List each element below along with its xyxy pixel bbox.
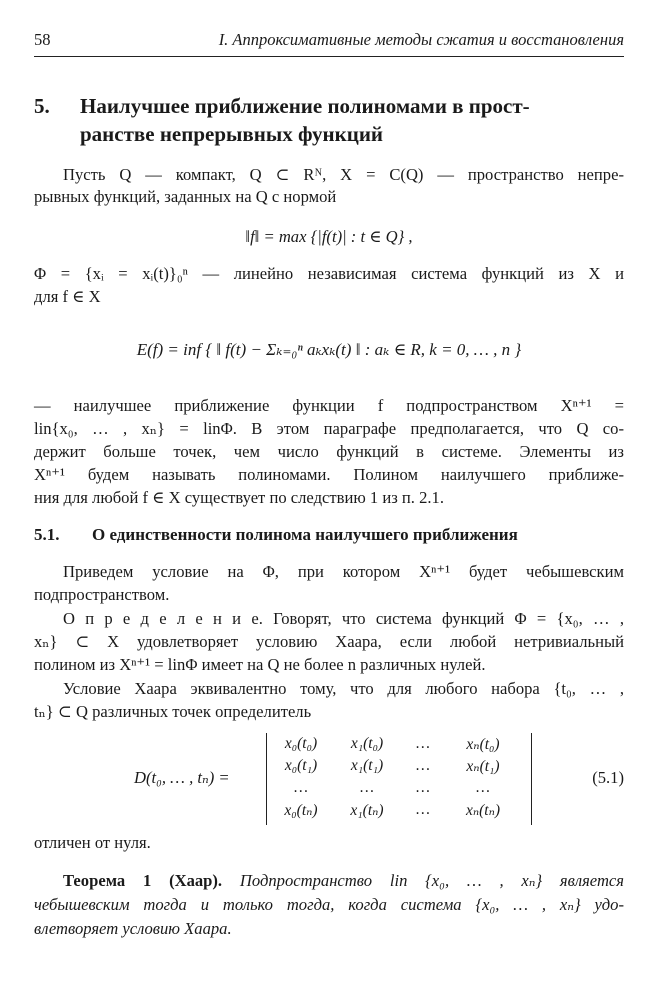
matrix-cell: x₀(t₀) <box>284 735 318 752</box>
section-title-line2: ранстве непрерывных функций <box>80 122 384 146</box>
matrix-cell: … <box>476 779 490 796</box>
subsection-title: О единственности полинома наилучшего приближения <box>92 525 518 544</box>
best-approx-formula: E(f) = inf { ‖ f(t) − Σₖ₌₀ⁿ aₖxₖ(t) ‖ : aₖ ∈ R, k = 0, … , n } <box>136 340 522 359</box>
header-rule <box>34 56 624 57</box>
body-line-6: Условие Хаара эквивалентно тому, что для любого набора {t₀, … , <box>63 679 624 698</box>
intro-line-3: Φ = {xᵢ = xᵢ(t)}₀ⁿ — линейно независимая система функций из X и <box>34 264 624 283</box>
body-line-2: подпространством. <box>34 585 170 604</box>
matrix-cell: … <box>360 779 374 796</box>
matrix-cell: xₙ(t₁) <box>466 758 500 775</box>
para-line-4: Xⁿ⁺¹ будем называть полиномами. Полином наилучшего приближе- <box>34 465 624 484</box>
intro-line-4: для f ∈ X <box>34 287 101 306</box>
running-title: I. Аппроксимативные методы сжатия и восстановления <box>218 30 624 49</box>
subsection-number: 5.1. <box>34 525 60 544</box>
matrix-cell: x₁(t₁) <box>350 757 384 774</box>
para-line-2: lin{x₀, … , xₙ} = linΦ. В этом параграфе предполагается, что Q со- <box>34 419 624 438</box>
intro-line-2: рывных функций, заданных на Q с нормой <box>34 187 337 206</box>
norm-formula: ‖f‖ = max {|f(t)| : t ∈ Q} , <box>245 227 413 246</box>
para-line-5: ния для любой f ∈ X существует по следствию 1 из п. 2.1. <box>34 488 444 507</box>
theorem-line-3: влетворяет условию Хаара. <box>34 919 232 938</box>
theorem-line-2: чебышевским тогда и только тогда, когда система {x₀, … , xₙ} удо- <box>34 895 624 914</box>
matrix-cell: … <box>416 779 430 796</box>
section-title <box>80 92 624 148</box>
body-line-7: tₙ} ⊂ Q различных точек определитель <box>34 702 312 721</box>
definition-line-3: полином из Xⁿ⁺¹ = linΦ имеет на Q не более n различных нулей. <box>34 655 486 674</box>
section-title-line1: Наилучшее приближение полиномами в прост- <box>80 94 530 118</box>
body-line-1: Приведем условие на Φ, при котором Xⁿ⁺¹ будет чебышевским <box>63 562 624 581</box>
definition-line-1: О п р е д е л е н и е. Говорят, что система функций Φ = {x₀, … , <box>63 609 624 628</box>
matrix-cell: … <box>294 779 308 796</box>
matrix-cell: xₙ(tₙ) <box>465 802 501 819</box>
running-header <box>34 30 624 52</box>
determinant-lhs: D(t₀, … , tₙ) = <box>134 768 230 787</box>
definition-line-2: xₙ} ⊂ X удовлетворяет условию Хаара, если любой нетривиальный <box>34 632 624 651</box>
matrix-cell: x₁(t₀) <box>350 735 384 752</box>
matrix-cell: … <box>416 735 430 752</box>
para-line-3: держит больше точек, чем число функций в системе. Элементы из <box>34 442 624 461</box>
intro-line-1: Пусть Q — компакт, Q ⊂ Rᴺ, X = C(Q) — пространство непре- <box>63 165 624 184</box>
matrix-cell: x₀(t₁) <box>284 757 318 774</box>
determinant-after: отличен от нуля. <box>34 833 151 852</box>
page <box>34 0 624 1000</box>
page-number: 58 <box>34 30 51 49</box>
theorem-label: Теорема 1 (Хаар). <box>63 871 223 890</box>
theorem <box>34 869 624 941</box>
matrix-cell: x₀(tₙ) <box>284 802 318 819</box>
section-number: 5. <box>34 94 50 118</box>
equation-tag: (5.1) <box>592 768 624 787</box>
theorem-text-1: Подпространство lin {x₀, … , xₙ} является <box>239 871 625 890</box>
matrix-cell: … <box>416 757 430 774</box>
matrix-cell: xₙ(t₀) <box>466 736 500 753</box>
theorem-line-1 <box>34 869 624 893</box>
para-line-1: — наилучшее приближение функции f подпространством Xⁿ⁺¹ = <box>34 396 624 415</box>
matrix-cell: x₁(tₙ) <box>350 802 384 819</box>
determinant-matrix <box>266 733 532 825</box>
matrix-cell: … <box>416 801 430 818</box>
